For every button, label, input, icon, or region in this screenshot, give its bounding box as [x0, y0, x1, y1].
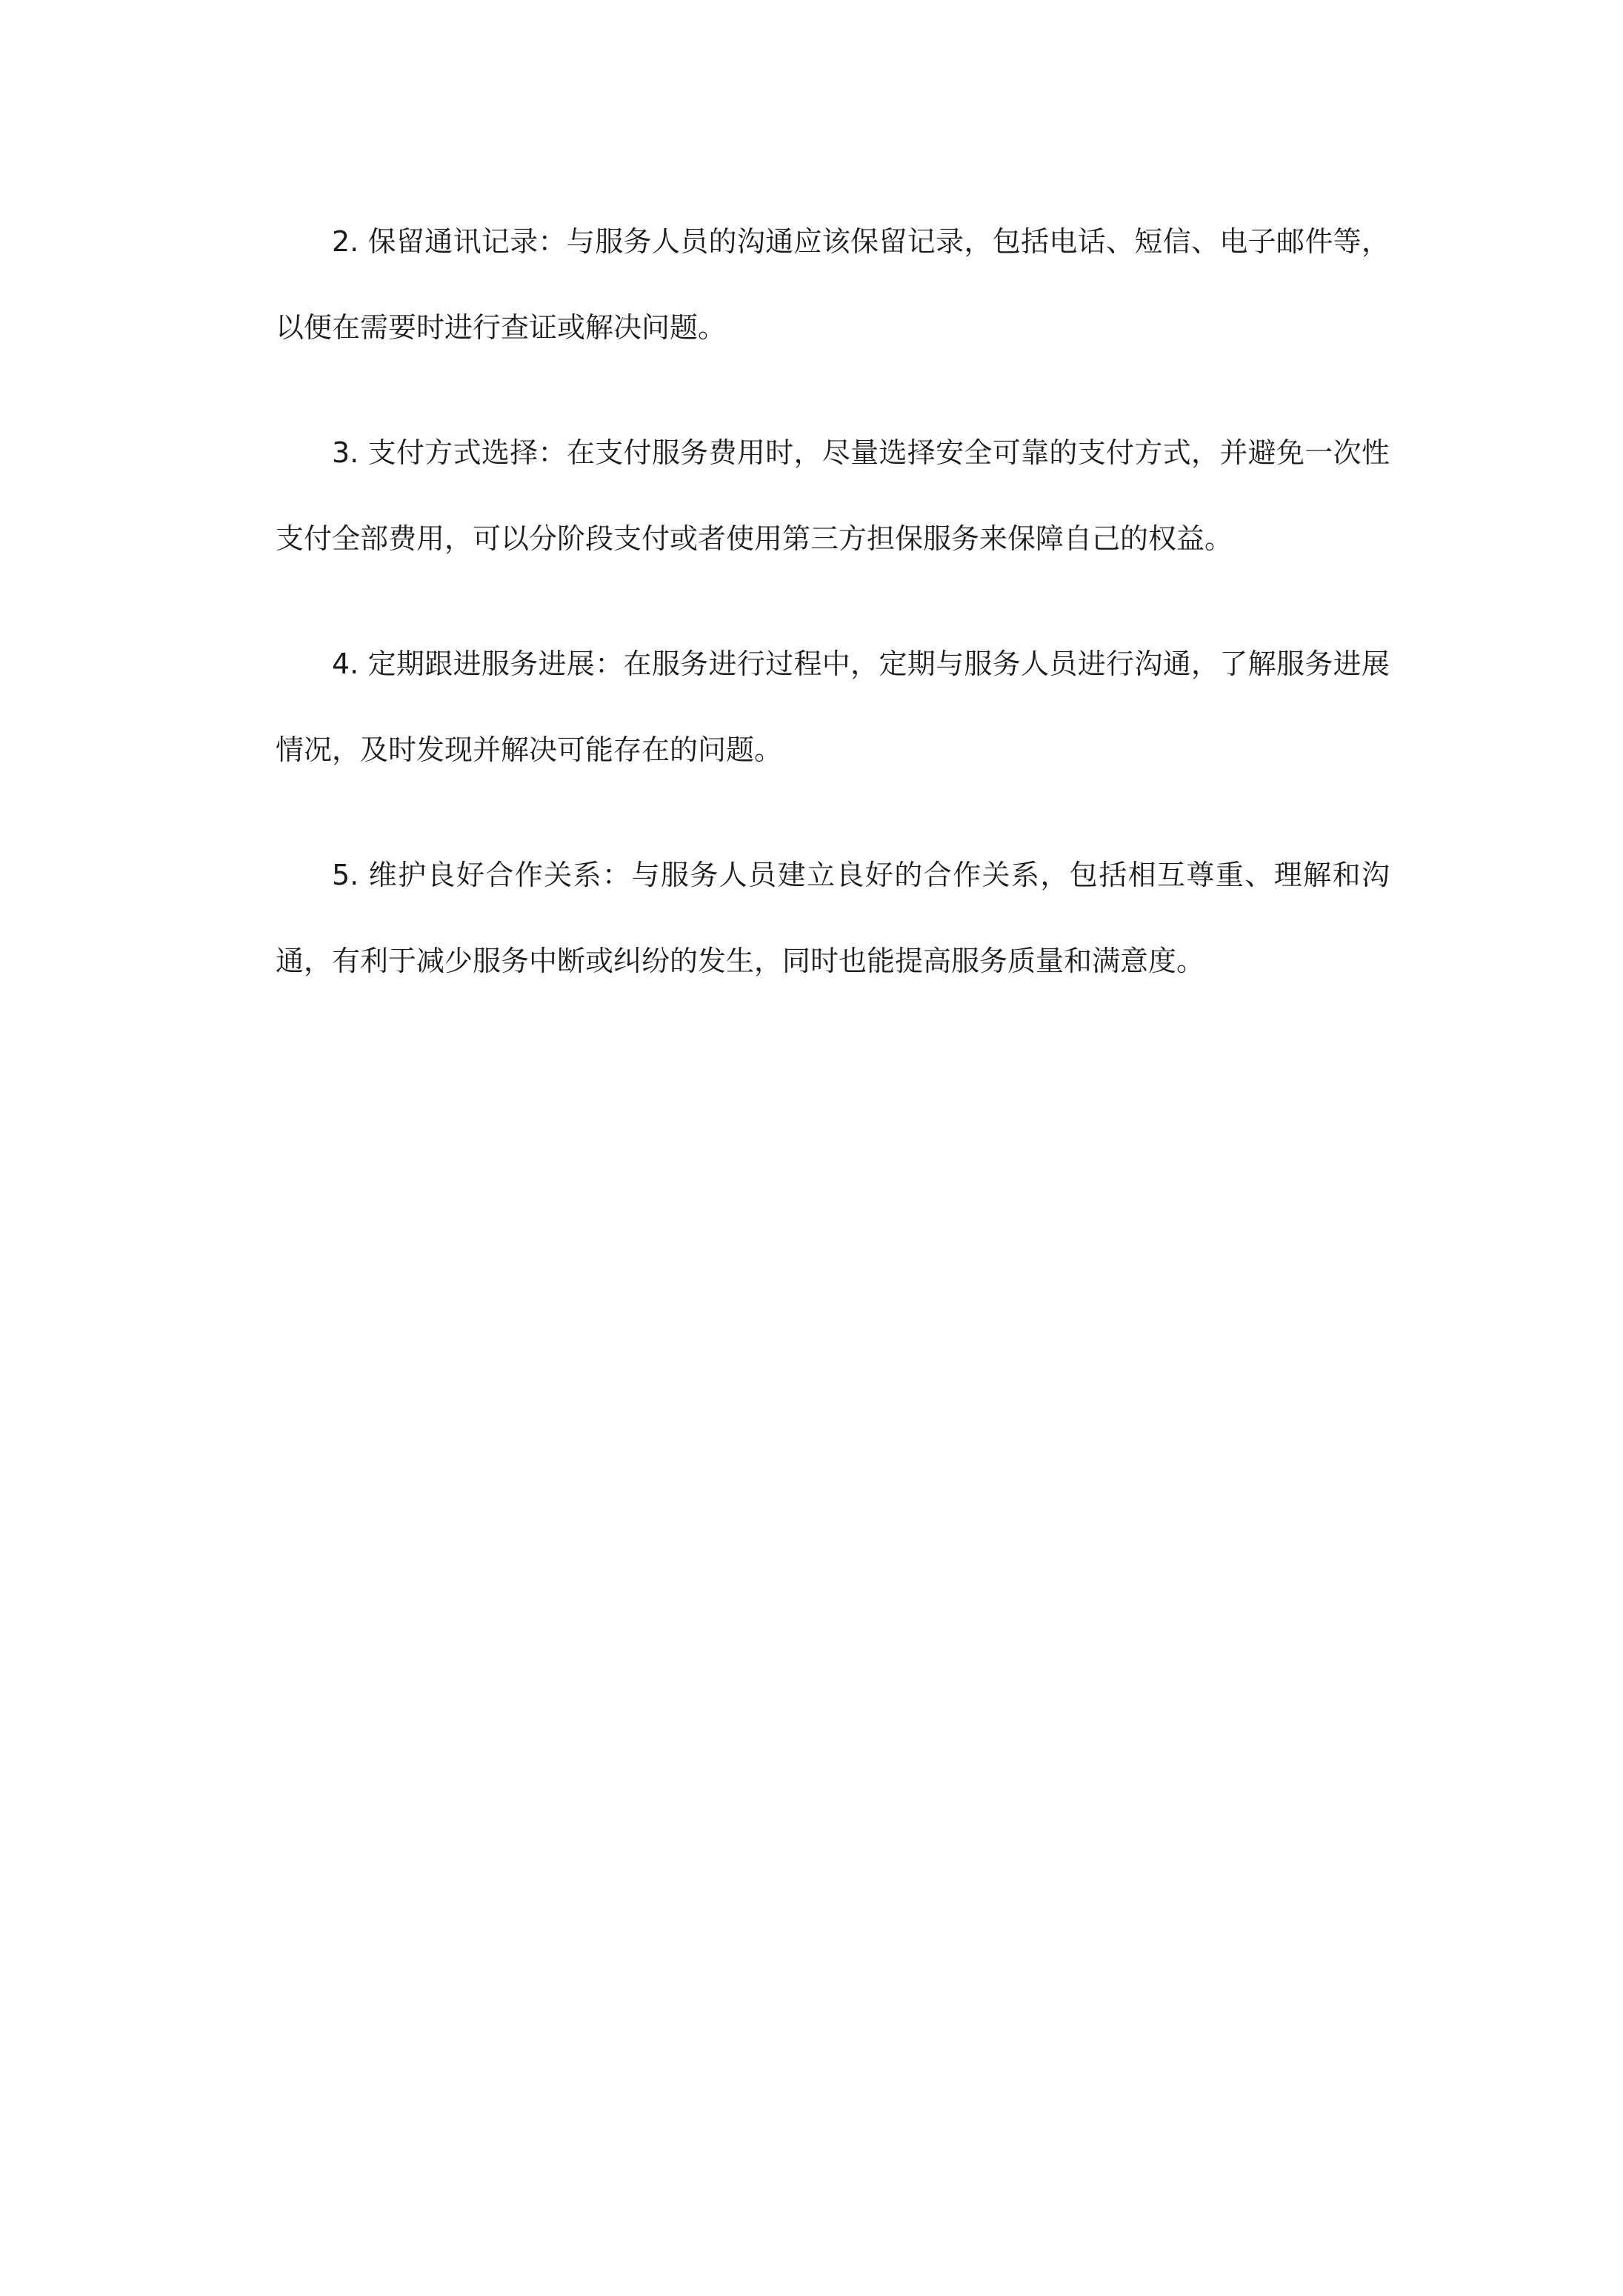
paragraph-text: 支付方式选择：在支付服务费用时，尽量选择安全可靠的支付方式，并避免一次性支付全部费用，可以分阶段支付或者使用第三方担保服务来保障自己的权益。 [276, 436, 1390, 555]
paragraph-number: 5. [332, 859, 359, 891]
paragraph-text: 定期跟进服务进展：在服务进行过程中，定期与服务人员进行沟通，了解服务进展情况，及时发现并解决可能存在的问题。 [276, 648, 1390, 766]
paragraph-text: 维护良好合作关系：与服务人员建立良好的合作关系，包括相互尊重、理解和沟通，有利于减少服务中断或纠纷的发生，同时也能提高服务质量和满意度。 [276, 859, 1390, 977]
paragraph-item-3 [276, 410, 1390, 582]
paragraph-text: 保留通讯记录：与服务人员的沟通应该保留记录，包括电话、短信、电子邮件等，以便在需要时进行查证或解决问题。 [276, 225, 1390, 344]
paragraph-item-4 [276, 621, 1390, 793]
paragraph-number: 4. [332, 648, 359, 680]
paragraph-number: 3. [332, 436, 359, 469]
paragraph-item-5 [276, 832, 1390, 1004]
paragraph-number: 2. [332, 225, 359, 258]
document-body [276, 199, 1390, 1043]
paragraph-item-2 [276, 199, 1390, 370]
